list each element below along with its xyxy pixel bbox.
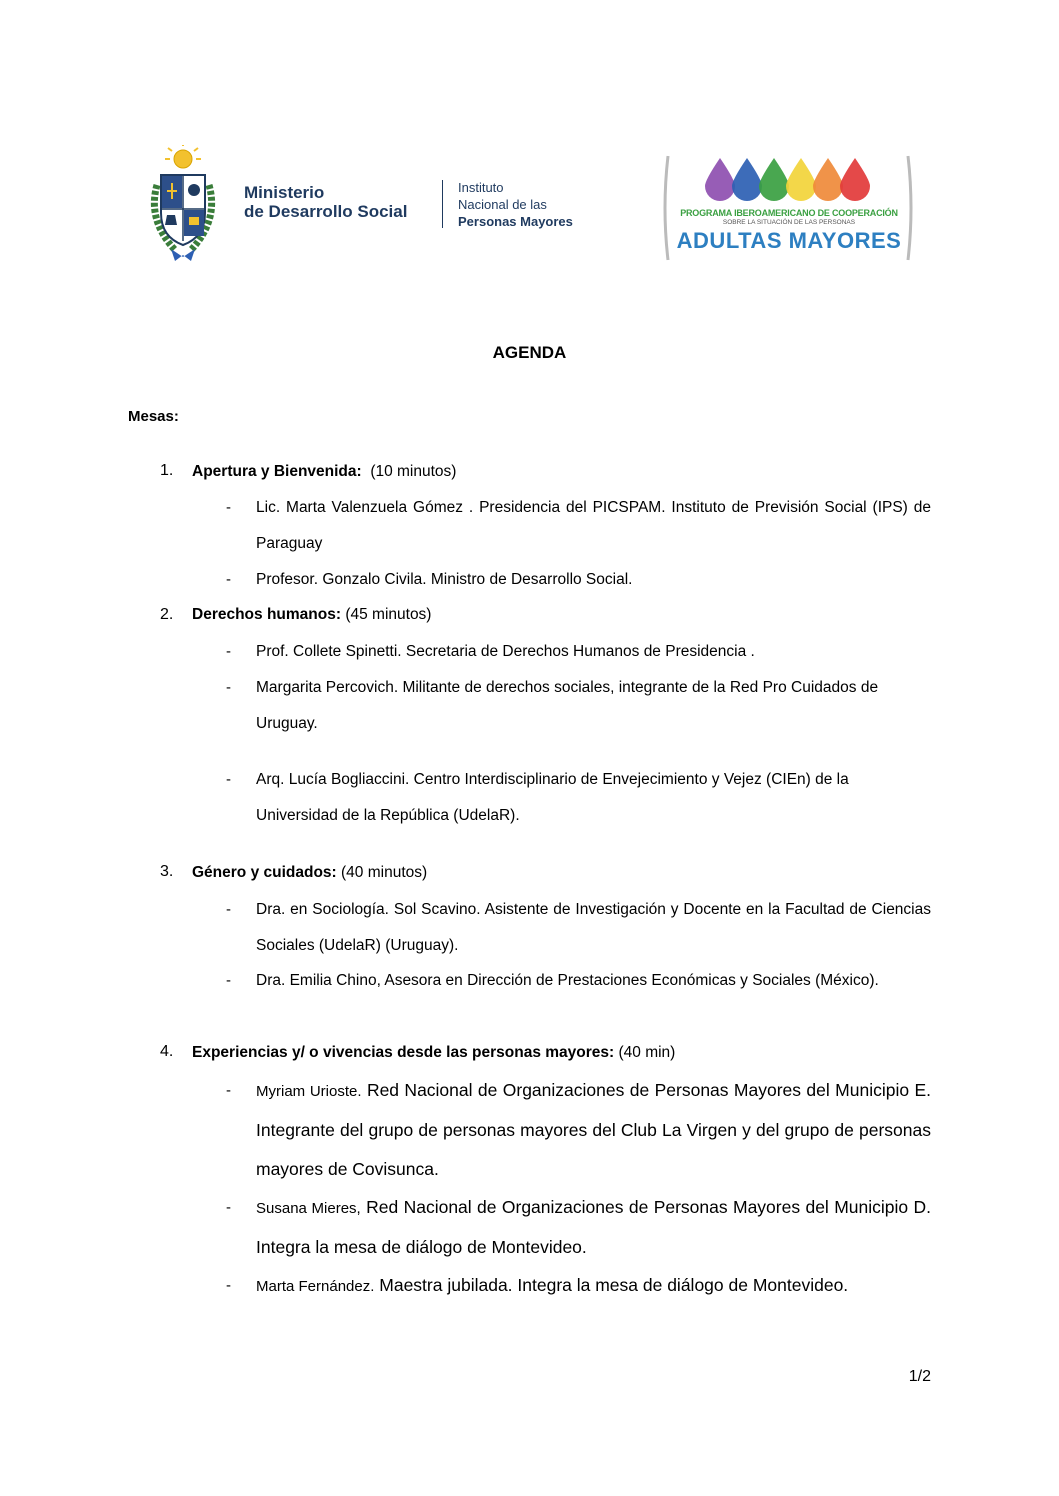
bullet-dash: - [226,901,231,918]
section-1-item-2: Profesor. Gonzalo Civila. Ministro de Desarrollo Social. [256,571,633,588]
section-4-duration: (40 min) [618,1044,676,1061]
sun-icon [165,145,201,168]
ministry-name [244,183,407,221]
section-2-item-1: Prof. Collete Spinetti. Secretaria de Derechos Humanos de Presidencia . [256,643,755,660]
program-title: PROGRAMA IBEROAMERICANO DE COOPERACIÓN [680,208,898,218]
institute-name [458,179,573,230]
bullet-dash: - [226,1082,231,1099]
drop-icon [840,158,870,201]
section-2-item-3: Arq. Lucía Bogliaccini. Centro Interdisciplinario de Envejecimiento y Vejez (CIEn) de la Universidad de la República (UdelaR). [256,771,849,824]
section-4-item-2 [256,1188,931,1267]
color-drops-icon [705,158,870,201]
section-3-item-2: Dra. Emilia Chino, Asesora en Dirección de Prestaciones Económicas y Sociales (México). [256,972,879,989]
section-4-title: Experiencias y/ o vivencias desde las personas mayores: [192,1044,615,1061]
drop-icon [705,158,735,201]
bullet-dash: - [226,1277,231,1294]
section-1-item-1: Lic. Marta Valenzuela Gómez . Presidencia del PICSPAM. Instituto de Previsión Social (IPS) de Paraguay [256,499,931,552]
section-1-number: 1. [160,462,174,479]
bullet-dash: - [226,643,231,660]
section-4-item-1 [256,1071,931,1189]
speaker-name: Myriam Urioste. [256,1083,362,1100]
mesas-label: Mesas: [128,408,179,425]
drop-icon [813,158,843,201]
section-4-item-3 [256,1266,931,1306]
page-number: 1/2 [908,1368,931,1385]
section-3-duration: (40 minutos) [341,864,428,881]
section-1-duration: (10 minutos) [370,463,457,480]
speaker-name: Marta Fernández. [256,1278,375,1295]
bullet-dash: - [226,1199,231,1216]
section-2-heading [192,606,431,624]
institute-line3: Personas Mayores [458,214,573,229]
uruguay-coat-of-arms-logo [147,145,219,263]
section-3-number: 3. [160,863,174,880]
institute-line1: Instituto [458,180,504,195]
bullet-dash: - [226,679,231,696]
section-2-item-2: Margarita Percovich. Militante de derechos sociales, integrante de la Red Pro Cuidados de Uruguay. [256,679,879,732]
speaker-name: Susana Mieres, [256,1200,361,1217]
bullet-dash: - [226,972,231,989]
section-3-title: Género y cuidados: [192,864,337,881]
section-3-item-1: Dra. en Sociología. Sol Scavino. Asistente de Investigación y Docente en la Facultad de Ciencias Sociales (UdelaR) (Uruguay). [256,901,931,954]
speaker-description: Red Nacional de Organizaciones de Personas Mayores del Municipio E. Integrante del grupo de personas mayores del Club La Virgen y del grupo de personas mayores de Covisunca. [256,1080,931,1179]
bullet-dash: - [226,499,231,516]
section-4-number: 4. [160,1043,174,1060]
speaker-description: Red Nacional de Organizaciones de Personas Mayores del Municipio D. Integra la mesa de diálogo de Montevideo. [256,1197,931,1257]
drop-icon [732,158,762,201]
ministry-name-line1: Ministerio [244,183,325,202]
institute-line2: Nacional de las [458,197,547,212]
section-2-title: Derechos humanos: [192,606,342,623]
section-1-title: Apertura y Bienvenida: [192,463,362,480]
logo-divider [442,180,443,228]
section-4-heading [192,1044,675,1062]
page-title: AGENDA [492,343,567,362]
section-1-heading [192,463,456,481]
section-2-duration: (45 minutos) [345,606,432,623]
drop-icon [759,158,789,201]
speaker-description: Maestra jubilada. Integra la mesa de diálogo de Montevideo. [379,1275,849,1295]
bullet-dash: - [226,771,231,788]
bullet-dash: - [226,571,231,588]
ministry-name-line2: de Desarrollo Social [244,202,408,221]
section-2-number: 2. [160,606,174,623]
program-subtitle: SOBRE LA SITUACIÓN DE LAS PERSONAS [722,219,856,226]
drop-icon [786,158,816,201]
program-main-title: ADULTAS MAYORES [676,228,902,253]
section-3-heading [192,864,427,882]
